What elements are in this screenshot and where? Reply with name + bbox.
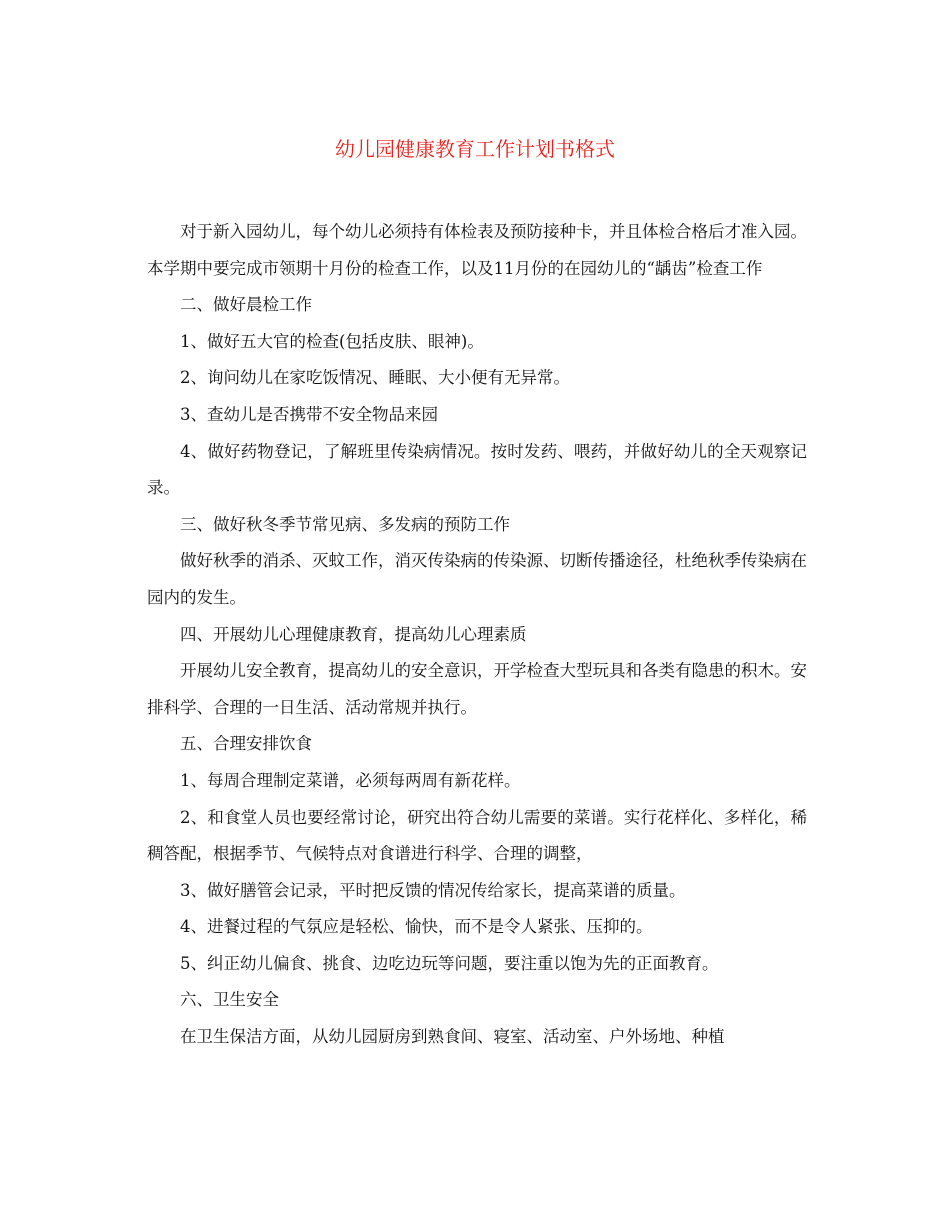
list-item: 1、做好五大官的检查(包括皮肤、眼神)。 bbox=[180, 331, 484, 351]
section-heading-5: 五、合理安排饮食 bbox=[180, 734, 312, 754]
list-item: 5、纠正幼儿偏食、挑食、边吃边玩等问题，要注重以饱为先的正面教育。 bbox=[180, 953, 719, 973]
section-heading-6: 六、卫生安全 bbox=[180, 990, 279, 1010]
section-heading-3: 三、做好秋冬季节常见病、多发病的预防工作 bbox=[180, 514, 510, 534]
list-item: 2、和食堂人员也要经常讨论，研究出符合幼儿需要的菜谱。实行花样化、多样化，稀稠答配，根据季节、气候特点对食谱进行科学、合理的调整， bbox=[147, 807, 807, 864]
paragraph: 做好秋季的消杀、灭蚊工作，消灭传染病的传染源、切断传播途径，杜绝秋季传染病在园内的发生。 bbox=[147, 551, 807, 607]
list-item: 4、进餐过程的气氛应是轻松、愉快，而不是令人紧张、压抑的。 bbox=[180, 917, 653, 937]
section-heading-2: 二、做好晨检工作 bbox=[180, 295, 312, 315]
list-item: 2、询问幼儿在家吃饭情况、睡眠、大小便有无异常。 bbox=[180, 368, 570, 388]
list-item: 3、查幼儿是否携带不安全物品来园 bbox=[180, 404, 438, 424]
list-item: 4、做好药物登记，了解班里传染病情况。按时发药、喂药，并做好幼儿的全天观察记录。 bbox=[147, 441, 807, 498]
paragraph: 在卫生保洁方面，从幼儿园厨房到熟食间、寝室、活动室、户外场地、种植 bbox=[180, 1027, 725, 1047]
document-title: 幼儿园健康教育工作计划书格式 bbox=[335, 137, 615, 161]
paragraph: 对于新入园幼儿，每个幼儿必须持有体检表及预防接种卡，并且体检合格后才准入园。本学期中要完成市领期十月份的检查工作，以及11月份的在园幼儿的“龋齿”检查工作 bbox=[147, 222, 807, 278]
document-body bbox=[147, 214, 807, 1056]
list-item: 1、每周合理制定菜谱，必须每两周有新花样。 bbox=[180, 770, 521, 790]
list-item: 3、做好膳管会记录，平时把反馈的情况传给家长，提高菜谱的质量。 bbox=[180, 880, 686, 900]
paragraph: 开展幼儿安全教育，提高幼儿的安全意识，开学检查大型玩具和各类有隐患的积木。安排科学、合理的一日生活、活动常规并执行。 bbox=[147, 661, 807, 717]
section-heading-4: 四、开展幼儿心理健康教育，提高幼儿心理素质 bbox=[180, 624, 527, 644]
